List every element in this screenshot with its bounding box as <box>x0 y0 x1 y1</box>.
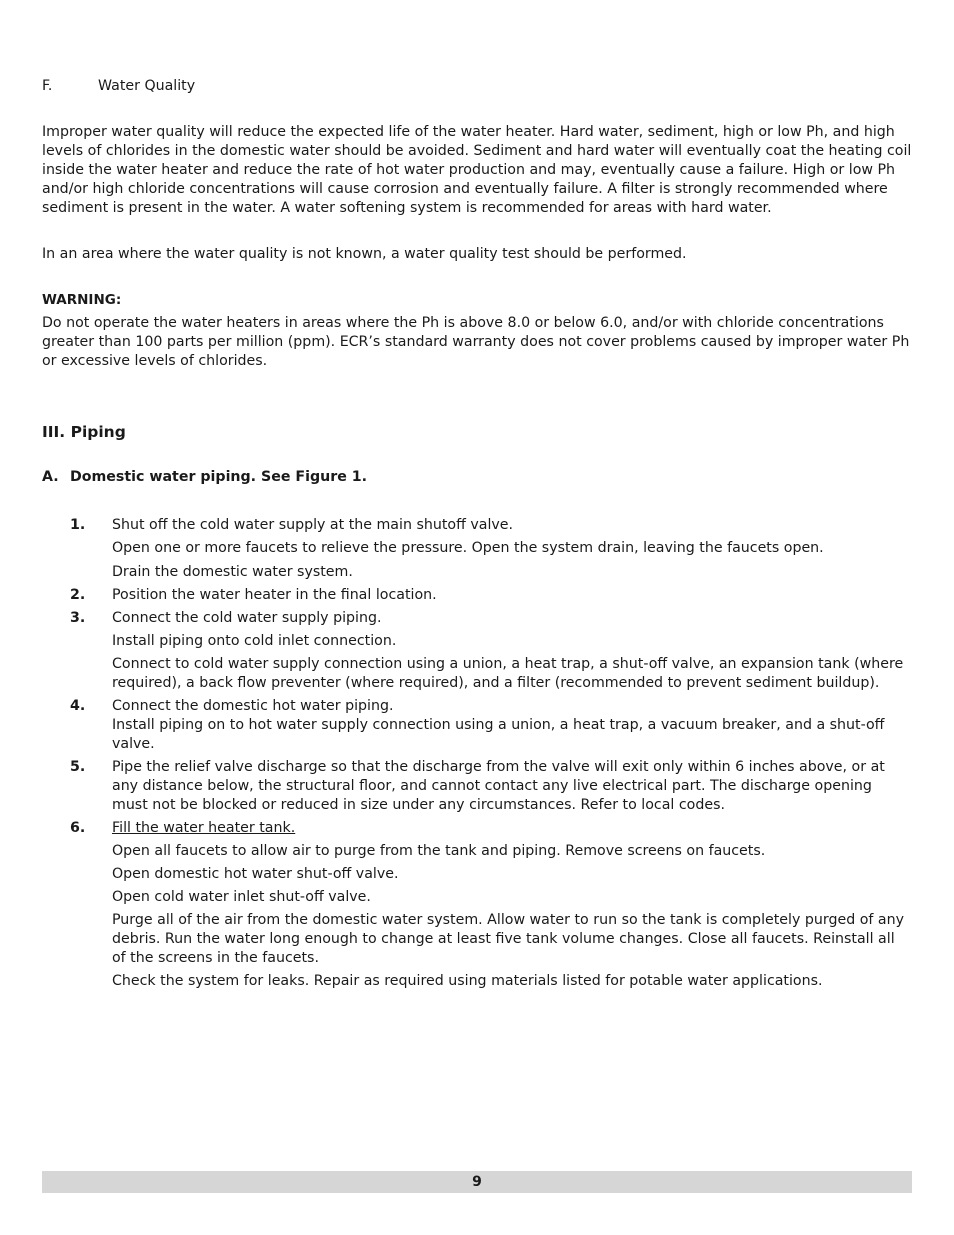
step-6-line-6: Check the system for leaks. Repair as required using materials listed for potable water applications. <box>112 973 823 989</box>
section-f-title: Water Quality <box>98 78 196 94</box>
step-5-line-1: Pipe the relief valve discharge so that the discharge from the valve will exit only within 6 inches above, or at any distance below, the structural floor, and cannot contact any live electrical part. The discharge opening must not be blocked or reduced in size under any circumstances. Refer to local codes. <box>112 759 885 813</box>
water-quality-paragraph: Improper water quality will reduce the expected life of the water heater. Hard water, sediment, high or low Ph, and high levels of chlorides in the domestic water should be avoided. Sediment and hard water will eventually coat the heating coil inside the water heater and reduce the rate of hot water production and may, eventually cause a failure. High or low Ph and/or high chloride concentrations will cause corrosion and eventually failure. A filter is strongly recommended where sediment is present in the water. A water softening system is recommended for areas with hard water. <box>42 124 912 216</box>
step-3-number: 3. <box>70 610 86 626</box>
section-iii-title: III. Piping <box>42 423 126 441</box>
step-3-line-1: Connect the cold water supply piping. <box>112 610 382 626</box>
step-6-line-2: Open all faucets to allow air to purge from the tank and piping. Remove screens on faucets. <box>112 843 766 859</box>
step-6-line-5: Purge all of the air from the domestic water system. Allow water to run so the tank is completely purged of any debris. Run the water long enough to change at least five tank volume changes. Close all faucets. Reinstall all of the screens in the faucets. <box>112 912 904 966</box>
step-1-number: 1. <box>70 517 86 533</box>
step-2-line-1: Position the water heater in the final location. <box>112 587 437 603</box>
page-number: 9 <box>472 1174 482 1190</box>
footer-bar <box>42 1171 912 1193</box>
step-1-line-2: Open one or more faucets to relieve the pressure. Open the system drain, leaving the faucets open. <box>112 540 824 556</box>
step-4-line-1: Connect the domestic hot water piping. <box>112 698 394 714</box>
step-5-number: 5. <box>70 759 86 775</box>
step-4-number: 4. <box>70 698 86 714</box>
warning-label: WARNING: <box>42 292 122 308</box>
step-6-line-1: Fill the water heater tank. <box>112 820 296 836</box>
step-4-line-2: Install piping on to hot water supply connection using a union, a heat trap, a vacuum breaker, and a shut-off valve. <box>112 717 885 752</box>
step-3-line-2: Install piping onto cold inlet connection. <box>112 633 397 649</box>
step-1-line-3: Drain the domestic water system. <box>112 564 353 580</box>
step-1-line-1: Shut off the cold water supply at the main shutoff valve. <box>112 517 514 533</box>
step-6-line-4: Open cold water inlet shut-off valve. <box>112 889 371 905</box>
step-2-number: 2. <box>70 587 86 603</box>
section-f-letter: F. <box>42 78 53 94</box>
subsection-a-letter: A. <box>42 469 59 485</box>
subsection-a-title: Domestic water piping. See Figure 1. <box>70 469 368 485</box>
warning-text: Do not operate the water heaters in areas where the Ph is above 8.0 or below 6.0, and/or with chloride concentrations greater than 100 parts per million (ppm). ECR’s standard warranty does not cover problems caused by improper water Ph or excessive levels of chlorides. <box>42 315 910 369</box>
step-3-line-3: Connect to cold water supply connection using a union, a heat trap, a shut-off valve, an expansion tank (where required), a back flow preventer (where required), and a filter (recommended to prevent sediment buildup). <box>112 656 904 691</box>
step-6-number: 6. <box>70 820 86 836</box>
water-quality-test-paragraph: In an area where the water quality is not known, a water quality test should be performed. <box>42 246 687 262</box>
step-6-line-3: Open domestic hot water shut-off valve. <box>112 866 399 882</box>
